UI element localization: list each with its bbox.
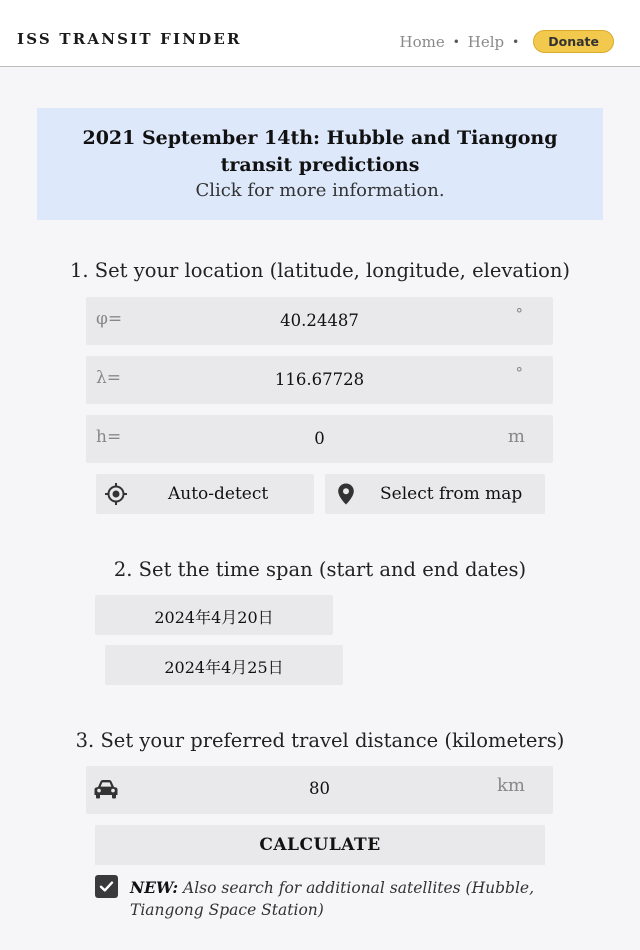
auto-detect-label: Auto-detect (168, 484, 269, 504)
elevation-value[interactable]: 0 (314, 429, 325, 448)
nav-home-link[interactable]: Home (399, 32, 445, 51)
elevation-label: h= (96, 427, 122, 447)
distance-value[interactable]: 80 (309, 779, 330, 798)
site-title[interactable]: ISS TRANSIT FINDER (17, 30, 242, 48)
select-from-map-button[interactable] (325, 474, 545, 514)
top-bar (0, 0, 640, 67)
location-heading: 1. Set your location (latitude, longitude, elevation) (69, 259, 571, 282)
end-date-value: 2024年4月25日 (164, 658, 284, 677)
checkmark-icon (98, 878, 115, 895)
new-badge: NEW: (130, 878, 179, 897)
end-date-input[interactable] (105, 645, 343, 685)
start-date-input[interactable] (95, 595, 333, 635)
distance-heading: 3. Set your preferred travel distance (kilometers) (75, 729, 565, 752)
nav-help-link[interactable]: Help (467, 32, 505, 51)
nav-separator: • (452, 34, 460, 49)
longitude-unit: ° (515, 364, 523, 382)
calculate-label: CALCULATE (259, 835, 381, 855)
latitude-unit: ° (515, 305, 523, 323)
donate-button[interactable]: Donate (533, 30, 614, 53)
extra-satellites-text: Also search for additional satellites (Hubble, Tiangong Space Station) (130, 879, 535, 919)
banner-title: 2021 September 14th: Hubble and Tiangong transit predictions (82, 127, 558, 176)
latitude-label: φ= (96, 309, 123, 329)
timespan-heading: 2. Set the time span (start and end dates) (113, 558, 527, 581)
latitude-value[interactable]: 40.24487 (280, 311, 359, 330)
crosshair-icon (104, 482, 128, 506)
map-pin-icon (334, 482, 358, 506)
calculate-button[interactable] (95, 825, 545, 865)
latitude-field[interactable] (86, 297, 553, 345)
longitude-value[interactable]: 116.67728 (274, 370, 365, 389)
distance-field[interactable] (86, 766, 553, 814)
extra-satellites-label[interactable] (130, 877, 550, 921)
elevation-field[interactable] (86, 415, 553, 463)
start-date-value: 2024年4月20日 (154, 608, 274, 627)
longitude-field[interactable] (86, 356, 553, 404)
announcement-banner[interactable] (37, 108, 603, 220)
select-from-map-label: Select from map (380, 484, 523, 504)
nav-separator: • (512, 34, 520, 49)
top-nav (400, 30, 615, 53)
banner-subtitle: Click for more information. (195, 180, 445, 201)
longitude-label: λ= (96, 368, 122, 388)
elevation-unit: m (507, 426, 525, 447)
auto-detect-button[interactable] (96, 474, 314, 514)
distance-unit: km (497, 775, 525, 796)
extra-satellites-checkbox[interactable] (95, 875, 118, 898)
